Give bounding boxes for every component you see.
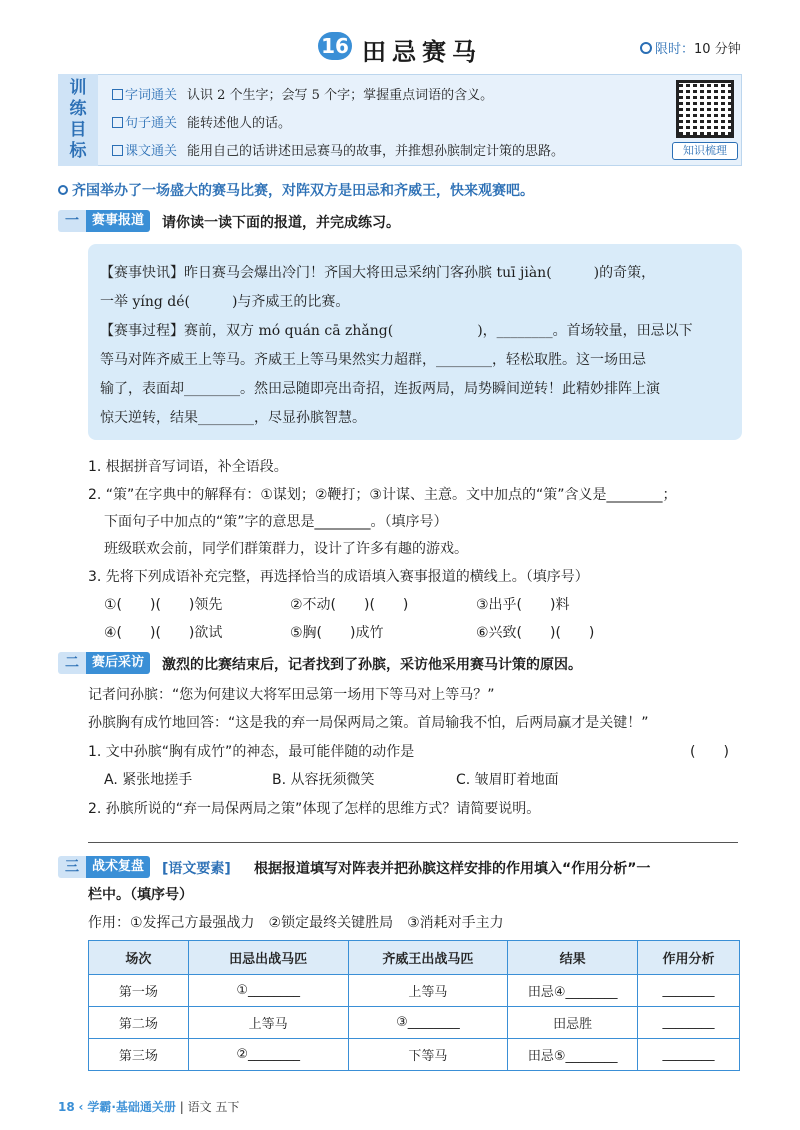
table-cell: 第三场 [89, 1039, 189, 1071]
goal-label-char: 练 [69, 99, 87, 119]
time-value: 10 分钟 [694, 42, 741, 57]
matchup-table [88, 940, 740, 1071]
table-header: 齐威王出战马匹 [348, 941, 508, 975]
question-text: 3. 先将下列成语补充完整，再选择恰当的成语填入赛事报道的横线上。（填序号） [88, 569, 589, 585]
question-text: 1. 文中孙膑“胸有成竹”的神态，最可能伴随的动作是 [88, 744, 415, 760]
idiom-item[interactable]: ④( )( )欲试 [104, 625, 223, 641]
question-text: 1. 根据拼音写词语，补全语段。 [88, 459, 288, 475]
roles-text: 作用：①发挥己方最强战力 ②锁定最终关键胜局 ③消耗对手主力 [88, 915, 504, 931]
question-text: 下面句子中加点的“策”字的意思是________。（填序号） [104, 514, 448, 530]
table-cell: 上等马 [188, 1007, 348, 1039]
dialogue-line: 记者问孙膑：“您为何建议大将军田忌第一场用下等马对上等马？” [88, 687, 495, 703]
goal-tag: 字词通关 [125, 88, 178, 103]
table-cell[interactable]: ________ [638, 1007, 740, 1039]
section3-instruction2: 栏中。（填序号） [88, 887, 193, 903]
time-limit [640, 38, 741, 57]
table-header: 结果 [508, 941, 638, 975]
clock-icon [640, 42, 652, 54]
idiom-item[interactable]: ⑤胸( )成竹 [290, 625, 384, 641]
section2-number: 二 [58, 652, 86, 674]
report-line: 一举 yíng dé( )与齐威王的比赛。 [100, 294, 350, 310]
goal-row [112, 140, 564, 159]
section3-tag: 战术复盘 [86, 856, 150, 878]
table-header-row [89, 941, 740, 975]
section3-tag2: [语文要素] [162, 861, 231, 877]
footer-divider: | [179, 1100, 184, 1114]
option-b[interactable]: B. 从容抚须微笑 [272, 772, 375, 788]
goal-text: 认识 2 个生字；会写 5 个字；掌握重点词语的含义。 [187, 88, 494, 103]
goal-label-char: 训 [69, 78, 87, 98]
training-goals-label [58, 74, 98, 166]
goal-row [112, 84, 493, 103]
section1-number: 一 [58, 210, 86, 232]
table-header: 田忌出战马匹 [188, 941, 348, 975]
time-label: 限时： [655, 42, 695, 57]
table-cell: 第一场 [89, 975, 189, 1007]
goal-tag: 课文通关 [125, 144, 178, 159]
section2-instruction: 激烈的比赛结束后，记者找到了孙膑，采访他采用赛马计策的原因。 [162, 657, 582, 673]
checkbox-icon[interactable] [112, 145, 123, 156]
goal-text: 能转述他人的话。 [187, 116, 292, 131]
idiom-item[interactable]: ①( )( )领先 [104, 597, 223, 613]
section1-tag: 赛事报道 [86, 210, 150, 232]
table-cell[interactable]: ③________ [348, 1007, 508, 1039]
table-header: 场次 [89, 941, 189, 975]
option-a[interactable]: A. 紧张地搓手 [104, 772, 193, 788]
section3-number: 三 [58, 856, 86, 878]
goal-label-char: 标 [69, 141, 87, 161]
table-row [89, 1039, 740, 1071]
table-cell[interactable]: ________ [638, 1039, 740, 1071]
report-line: 输了，表面却________。然田忌随即亮出奇招，连扳两局，局势瞬间逆转！此精妙排阵上演 [100, 381, 660, 397]
checkbox-icon[interactable] [112, 89, 123, 100]
question-text: 2. 孙膑所说的“弃一局保两局之策”体现了怎样的思维方式？请简要说明。 [88, 801, 541, 817]
table-cell[interactable]: ①________ [188, 975, 348, 1007]
intro-text-content: 齐国举办了一场盛大的赛马比赛，对阵双方是田忌和齐威王，快来观赛吧。 [72, 183, 534, 199]
report-line: 【赛事过程】赛前，双方 mó quán cā zhǎng( )，________。首场较量，田忌以下 [100, 323, 693, 339]
report-line: 【赛事快讯】昨日赛马会爆出冷门！齐国大将田忌采纳门客孙膑 tuī jiàn( )的奇策， [100, 265, 656, 281]
checkbox-icon[interactable] [112, 117, 123, 128]
table-cell[interactable]: 田忌⑤________ [508, 1039, 638, 1071]
page-footer [58, 1098, 239, 1115]
goal-label-char: 目 [69, 120, 87, 140]
table-cell: 田忌胜 [508, 1007, 638, 1039]
table-cell: 下等马 [348, 1039, 508, 1071]
table-header: 作用分析 [638, 941, 740, 975]
example-sentence: 班级联欢会前，同学们群策群力，设计了许多有趣的游戏。 [104, 541, 468, 557]
option-c[interactable]: C. 皱眉盯着地面 [456, 772, 559, 788]
chevron-left-icon: ‹ [78, 1100, 84, 1114]
page-number: 18 [58, 1100, 75, 1114]
table-cell[interactable]: ________ [638, 975, 740, 1007]
goal-text: 能用自己的话讲述田忌赛马的故事，并推想孙膑制定计策的思路。 [187, 144, 565, 159]
section1-instruction: 请你读一读下面的报道，并完成练习。 [162, 215, 400, 231]
table-cell: 第二场 [89, 1007, 189, 1039]
goal-tag: 句子通关 [125, 116, 178, 131]
answer-line[interactable] [88, 842, 738, 843]
question-text: 2. “策”在字典中的解释有：①谋划；②鞭打；③计谋、主意。文中加点的“策”含义是________； [88, 487, 677, 503]
table-cell[interactable]: ②________ [188, 1039, 348, 1071]
dialogue-line: 孙膑胸有成竹地回答：“这是我的弃一局保两局之策。首局输我不怕，后两局赢才是关键！” [88, 715, 649, 731]
table-row [89, 975, 740, 1007]
lesson-title: 田忌赛马 [362, 38, 482, 66]
section3-instruction: 根据报道填写对阵表并把孙膑这样安排的作用填入“作用分析”一 [254, 861, 651, 877]
intro-text [58, 180, 534, 200]
answer-paren[interactable]: ( ) [690, 744, 729, 760]
circle-bullet-icon [58, 185, 68, 195]
lesson-number: 16 [318, 32, 352, 60]
qr-label: 知识梳理 [672, 142, 738, 160]
table-cell: 上等马 [348, 975, 508, 1007]
idiom-item[interactable]: ③出乎( )料 [476, 597, 570, 613]
table-cell[interactable]: 田忌④________ [508, 975, 638, 1007]
qr-code-icon[interactable] [676, 80, 734, 138]
goal-row [112, 112, 291, 131]
idiom-item[interactable]: ②不动( )( ) [290, 597, 409, 613]
table-row [89, 1007, 740, 1039]
report-line: 惊天逆转，结果________，尽显孙膑智慧。 [100, 410, 366, 426]
idiom-item[interactable]: ⑥兴致( )( ) [476, 625, 595, 641]
report-line: 等马对阵齐威王上等马。齐威王上等马果然实力超群，________，轻松取胜。这一场田忌 [100, 352, 646, 368]
book-title: 学霸·基础通关册 [87, 1100, 176, 1114]
subject-label: 语文 五下 [187, 1100, 240, 1114]
section2-tag: 赛后采访 [86, 652, 150, 674]
